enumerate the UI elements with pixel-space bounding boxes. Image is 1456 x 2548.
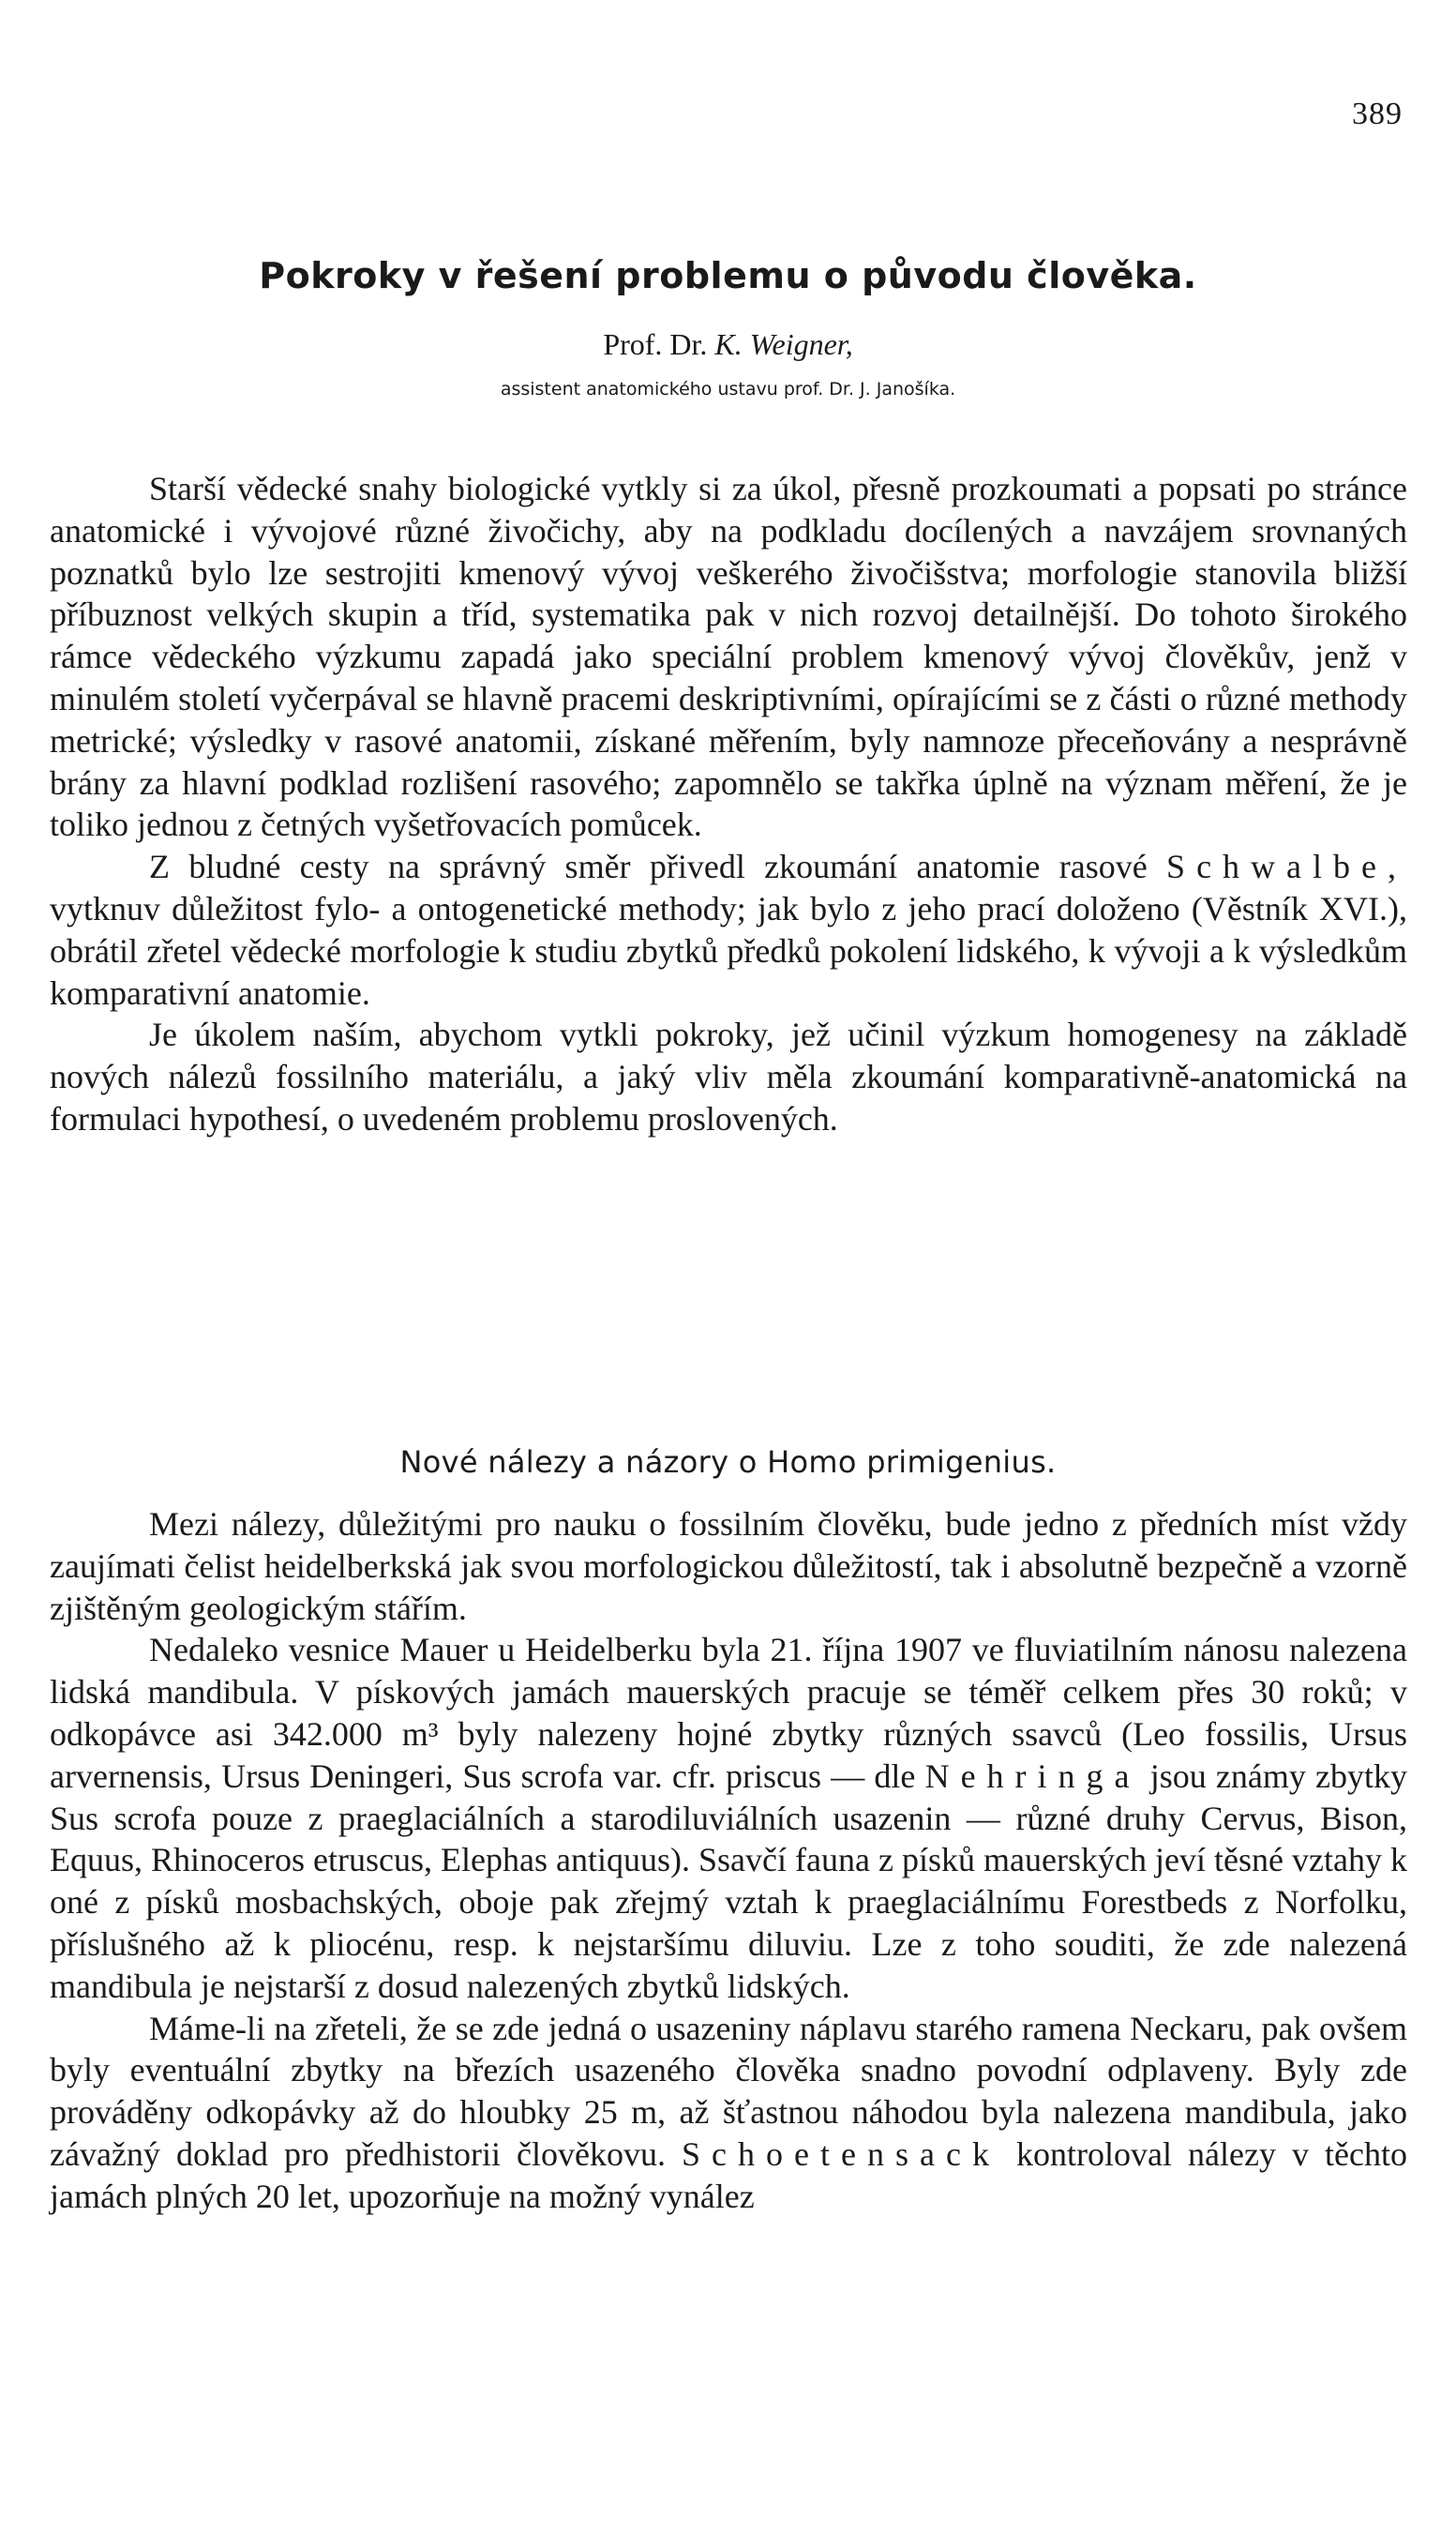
paragraph-text: Máme-li na zřeteli, že se zde jedná o usazeniny náplavu starého ramena Neckaru, pak ovšem byly eventuální zbytky na březích usazeného člověka snadno povodní odplaveny. Byly zde prováděny odkopávky až do hloubky 25 m, až šťastnou náhodou byla nalezena mandibula, jako závažný doklad pro předhistorii člověkovu.: [50, 2009, 1407, 2173]
paragraph-text: vytknuv důležitost fylo- a ontogenetické methody; jak bylo z jeho prací doloženo (Věstník XVI.), obrátil zřetel vědecké morfologie k studiu zbytků předků pokolení lidského, k vývoji a k výsledkům komparativní anatomie.: [50, 889, 1407, 1012]
intro-section: [50, 468, 1407, 1140]
spaced-name-schoetensack: Schoetensack: [682, 2134, 1000, 2173]
paragraph: [50, 1629, 1407, 2007]
paragraph-text: Nedaleko vesnice Mauer u Heidelberku byla 21. října 1907 ve fluviatilním nánosu nalezena lidská mandibula. V pískových jamách mauerských pracuje se téměř celkem přes 30 roků; v odkopávce asi 342.000 m³ byly nalezeny hojné zbytky různých ssavců (Leo fossilis, Ursus arvernensis, Ursus Deningeri, Sus scrofa var. cfr. priscus — dle: [50, 1631, 1407, 1795]
paragraph-text: jsou známy zbytky Sus scrofa pouze z praeglaciálních a starodiluviálních usazenin — různé druhy Cervus, Bison, Equus, Rhinoceros etruscus, Elephas antiquus). Ssavčí fauna z písků mauerských jeví těsné vztahy k oné z písků mosbachských, oboje pak zřejmý vztah k praeglaciálnímu Forestbeds z Norfolku, příslušného až k pliocénu, resp. k nejstaršímu diluviu. Lze z toho souditi, že zde nalezená mandibula je nejstarší z dosud nalezených zbytků lidských.: [50, 1756, 1408, 2005]
page-number: 389: [1352, 97, 1403, 131]
author-affiliation: assistent anatomického ustavu prof. Dr. J. Janošíka.: [500, 379, 956, 400]
paragraph-text: kontroloval nálezy v těchto jamách plných 20 let, upozorňuje na možný vynález: [50, 2134, 1408, 2215]
paragraph-text: Z bludné cesty na správný směr přivedl zkoumání anatomie rasové: [149, 848, 1148, 886]
spaced-name-schwalbe: Schwalbe,: [1166, 848, 1408, 886]
paragraph: Mezi nálezy, důležitými pro nauku o fossilním člověku, bude jedno z předních míst vždy zaujímati čelist heidelberkská jak svou morfologickou důležitostí, tak i absolutně bezpečně a vzorně zjištěným geologickým stářím.: [50, 1505, 1407, 1627]
paragraph: Je úkolem naším, abychom vytkli pokroky, jež učinil výzkum homogenesy na základě nových nálezů fossilního materiálu, a jaký vliv měla zkoumání komparativně-anatomická na formulaci hypothesí, o uvedeném problemu proslovených.: [50, 1016, 1407, 1138]
article-title: Pokroky v řešení problemu o původu člověka.: [259, 255, 1197, 296]
paragraph: [50, 2008, 1407, 2218]
paragraph: [50, 846, 1407, 1014]
paragraph: Starší vědecké snahy biologické vytkly si za úkol, přesně prozkoumati a popsati po stránce anatomické i vývojové různé živočichy, aby na podkladu docílených a navzájem srovnaných poznatků bylo lze sestrojiti kmenový vývoj veškerého živočišstva; morfologie stanovila bližší příbuznost velkých skupin a tříd, systematika pak v nich rozvoj detailnější. Do tohoto širokého rámce vědeckého výzkumu zapadá jako speciální problem kmenový vývoj člověkův, jenž v minulém století vyčerpával se hlavně pracemi deskriptivními, opírajícími se z části o různé methody metrické; výsledky v rasové anatomii, získané měřením, byly namnoze přeceňovány a nesprávně brány za hlavní podklad rozlišení rasového; zapomnělo se takřka úplně na význam měření, že je toliko jednou z četných vyšetřovacích pomůcek.: [50, 470, 1407, 844]
primigenius-section: [50, 1503, 1407, 2218]
author-prefix: Prof. Dr.: [603, 327, 708, 361]
author-line: [0, 327, 1456, 362]
spaced-name-nehringa: Nehringa: [924, 1756, 1141, 1795]
section-heading: Nové nálezy a názory o Homo primigenius.: [399, 1444, 1057, 1480]
author-name: K. Weigner,: [714, 327, 853, 361]
